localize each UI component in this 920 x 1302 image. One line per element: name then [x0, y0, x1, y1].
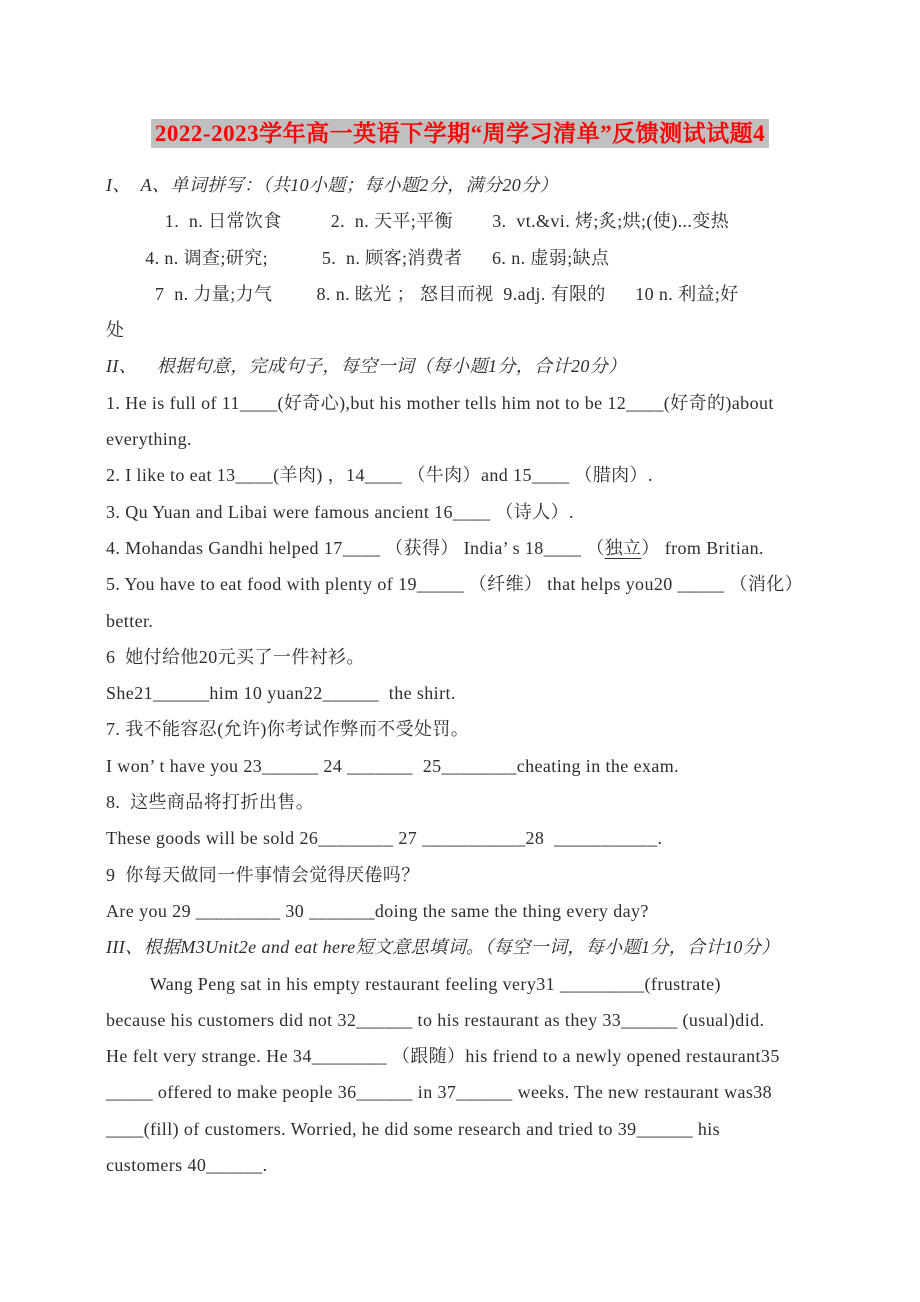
document-body [0, 167, 920, 1183]
q8-chinese: 8. 这些商品将打折出售。 [106, 792, 315, 813]
section1-heading: I、 A、单词拼写：（共10小题；每小题2分，满分20分） [106, 175, 558, 195]
vocab-row-1: 1. n. 日常饮食 2. n. 天平;平衡 3. vt.&vi. 烤;炙;烘;(使)...变热 [106, 211, 730, 232]
q2-line: 2. I like to eat 13____(羊肉) ，14____ （牛肉）and 15____ （腊肉）. [106, 465, 653, 486]
section2-heading: II、 根据句意，完成句子，每空一词（每小题1分，合计20分） [106, 356, 627, 377]
q8-english: These goods will be sold 26________ 27 ___________28 ___________. [106, 828, 663, 849]
cloze-line-6: customers 40______. [106, 1155, 268, 1176]
vocab-row-overflow: 处 [106, 320, 125, 341]
section3-heading: III、根据M3Unit2e and eat here短文意思填词。（每空一词，每小题1分，合计10分） [106, 937, 780, 958]
q9-english: Are you 29 _________ 30 _______doing the same the thing every day? [106, 900, 649, 921]
q1-line-2: everything. [106, 429, 192, 450]
q4-underlined-word: 独立 [604, 537, 642, 558]
q9-chinese: 9 你每天做同一件事情会觉得厌倦吗？ [106, 864, 420, 885]
q7-english: I won’ t have you 23______ 24 _______ 25________cheating in the exam. [106, 755, 680, 776]
cloze-line-3: He felt very strange. He 34________ （跟随）his friend to a newly opened restaurant35 [106, 1046, 780, 1067]
q4-post: ） from Britian. [641, 537, 764, 558]
cloze-line-1: Wang Peng sat in his empty restaurant feeling very31 _________(frustrate) [106, 973, 721, 994]
q4-line [106, 530, 900, 566]
q6-english: She21______him 10 yuan22______ the shirt. [106, 683, 456, 704]
q3-line: 3. Qu Yuan and Libai were famous ancient 16____ （诗人）. [106, 501, 574, 522]
q7-chinese: 7. 我不能容忍(允许)你考试作弊而不受处罚。 [106, 719, 470, 740]
q4-pre: 4. Mohandas Gandhi helped 17____ （获得） India’ s 18____ （ [106, 537, 605, 558]
q5-line-1: 5. You have to eat food with plenty of 19_____ （纤维） that helps you20 _____ （消化） [106, 574, 804, 595]
cloze-line-2: because his customers did not 32______ to his restaurant as they 33______ (usual)did. [106, 1009, 765, 1030]
q6-chinese: 6 她付给他20元买了一件衬衫。 [106, 646, 365, 667]
page-title [0, 0, 920, 150]
q5-line-2: better. [106, 610, 154, 631]
cloze-line-4: _____ offered to make people 36______ in 37______ weeks. The new restaurant was38 [106, 1082, 773, 1103]
cloze-line-5: ____(fill) of customers. Worried, he did some research and tried to 39______ his [106, 1118, 721, 1139]
q1-line-1: 1. He is full of 11____(好奇心),but his mother tells him not to be 12____(好奇的)about [106, 392, 774, 413]
vocab-row-2: 4. n. 调查;研究; 5. n. 顾客;消费者 6. n. 虚弱;缺点 [106, 247, 610, 268]
vocab-row-3: 7 n. 力量;力气 8. n. 眩光 ； 怒目而视 9.adj. 有限的 10 n. 利益;好 [106, 283, 739, 304]
title-text: 2022-2023学年高一英语下学期“周学习清单”反馈测试试题4 [151, 119, 769, 148]
